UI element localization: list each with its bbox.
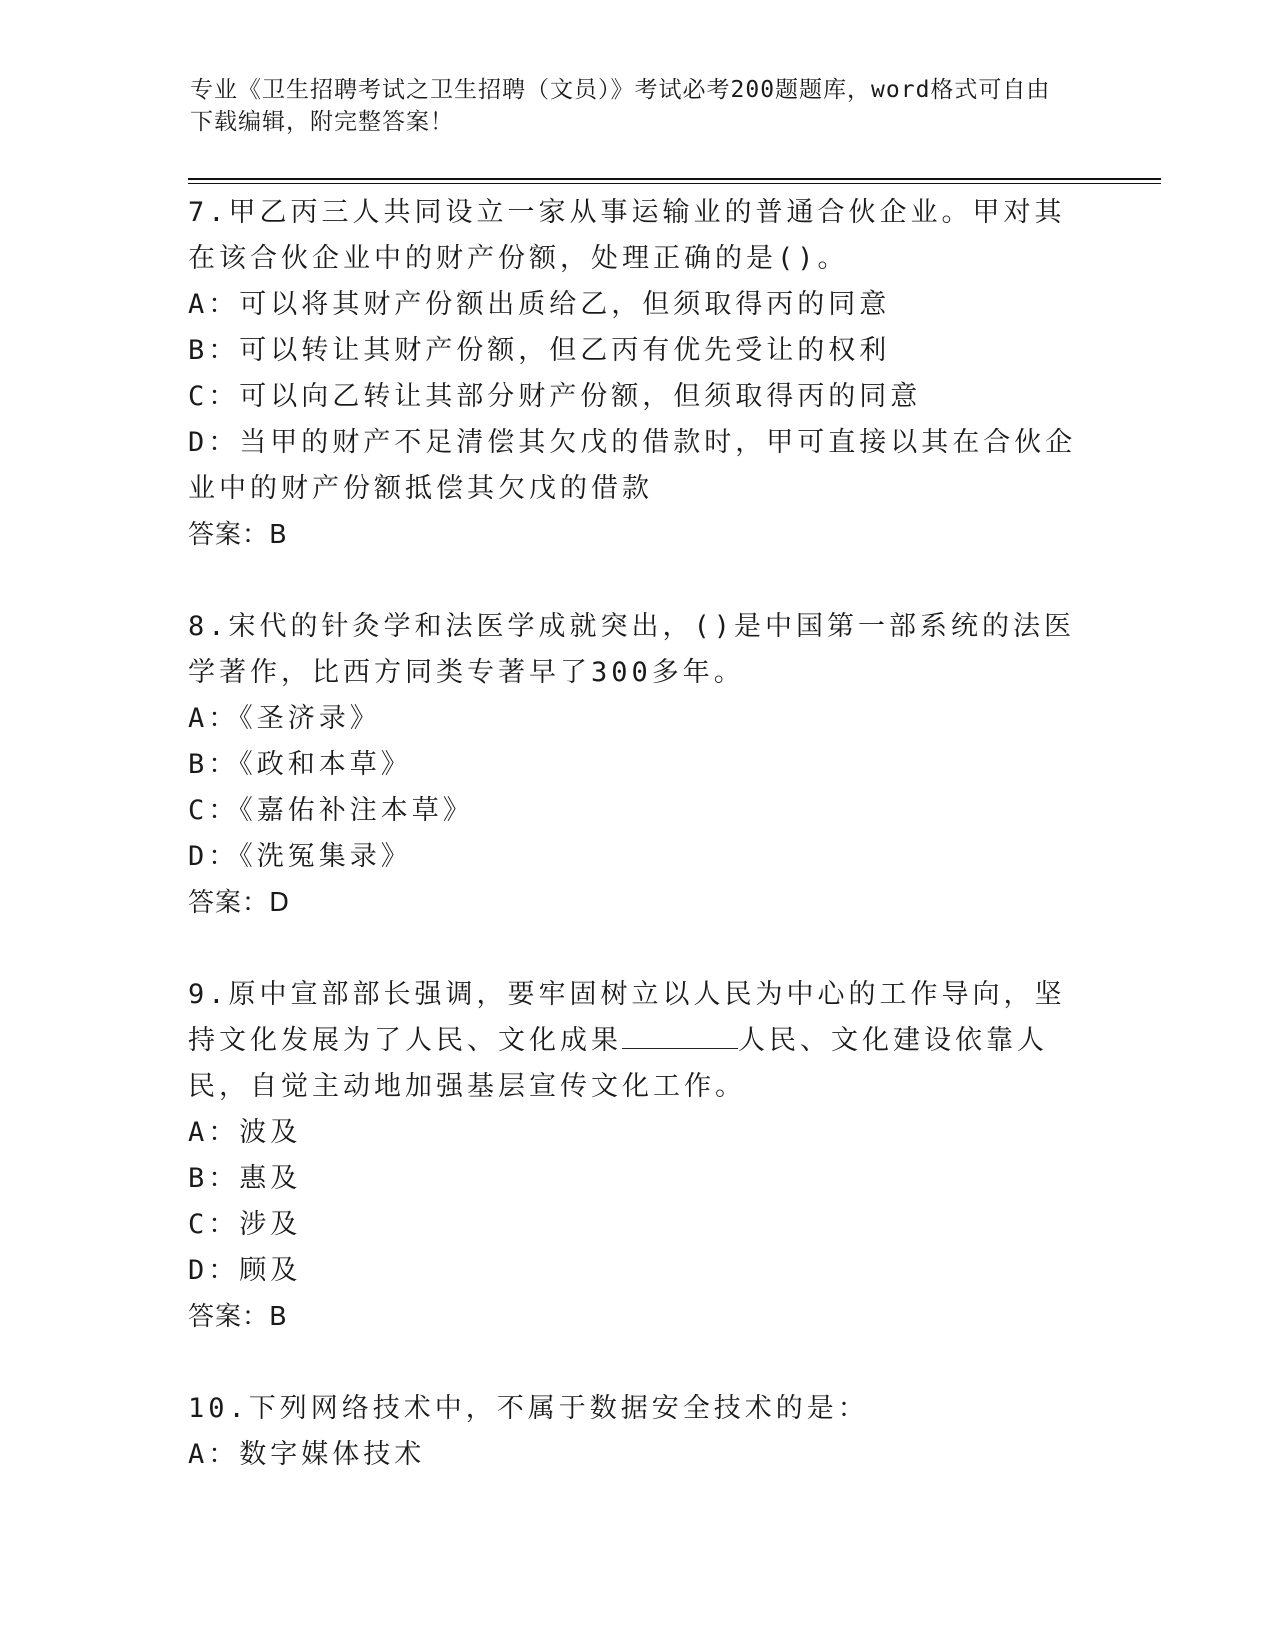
option-a: A：数字媒体技术 [188,1439,426,1470]
option-d: D：当甲的财产不足清偿其欠戊的借款时，甲可直接以其在合伙企业中的财产份额抵偿其欠戊的借款 [188,427,1077,504]
option-a: A：可以将其财产份额出质给乙，但须取得丙的同意 [188,289,891,320]
option-a: A：《圣济录》 [188,703,381,734]
document-header: 专业《卫生招聘考试之卫生招聘（文员）》考试必考200题题库，word格式可自由下载编辑，附完整答案！ [190,77,1051,135]
question-stem: 10.下列网络技术中，不属于数据安全技术的是： [188,1393,869,1424]
question-stem: 8.宋代的针灸学和法医学成就突出，()是中国第一部系统的法医学著作，比西方同类专著早了300多年。 [188,611,1076,688]
option-c: C：《嘉佑补注本草》 [188,795,474,826]
header-divider-thin [188,183,1161,184]
option-a: A：波及 [188,1117,302,1148]
question-stem: 7.甲乙丙三人共同设立一家从事运输业的普通合伙企业。甲对其在该合伙企业中的财产份额，处理正确的是()。 [188,197,1066,274]
option-b: B：《政和本草》 [188,749,412,780]
stem-part-after-blank: 人民、文化建设依靠人民，自觉主动地加强基层宣传文化工作。 [188,1025,1048,1102]
question-10 [188,1386,1078,1478]
option-b: B：惠及 [188,1163,302,1194]
stem-part-before-blank: 9.原中宣部部长强调，要牢固树立以人民为中心的工作导向，坚持文化发展为了人民、文化成果 [188,979,1066,1056]
question-stem [188,972,1078,1110]
fill-in-blank [622,1018,738,1049]
question-9 [188,972,1078,1340]
question-7 [188,190,1078,558]
option-c: C：可以向乙转让其部分财产份额，但须取得丙的同意 [188,381,922,412]
option-b: B：可以转让其财产份额，但乙丙有优先受让的权利 [188,335,891,366]
answer-line: 答案：B [188,520,288,550]
option-d: D：顾及 [188,1255,302,1286]
question-list [188,190,1078,1478]
header-divider-thick [188,178,1161,180]
answer-line: 答案：D [188,888,291,918]
answer-line: 答案：B [188,1302,288,1332]
option-d: D：《洗冤集录》 [188,841,412,872]
option-c: C：涉及 [188,1209,302,1240]
question-8 [188,604,1078,926]
